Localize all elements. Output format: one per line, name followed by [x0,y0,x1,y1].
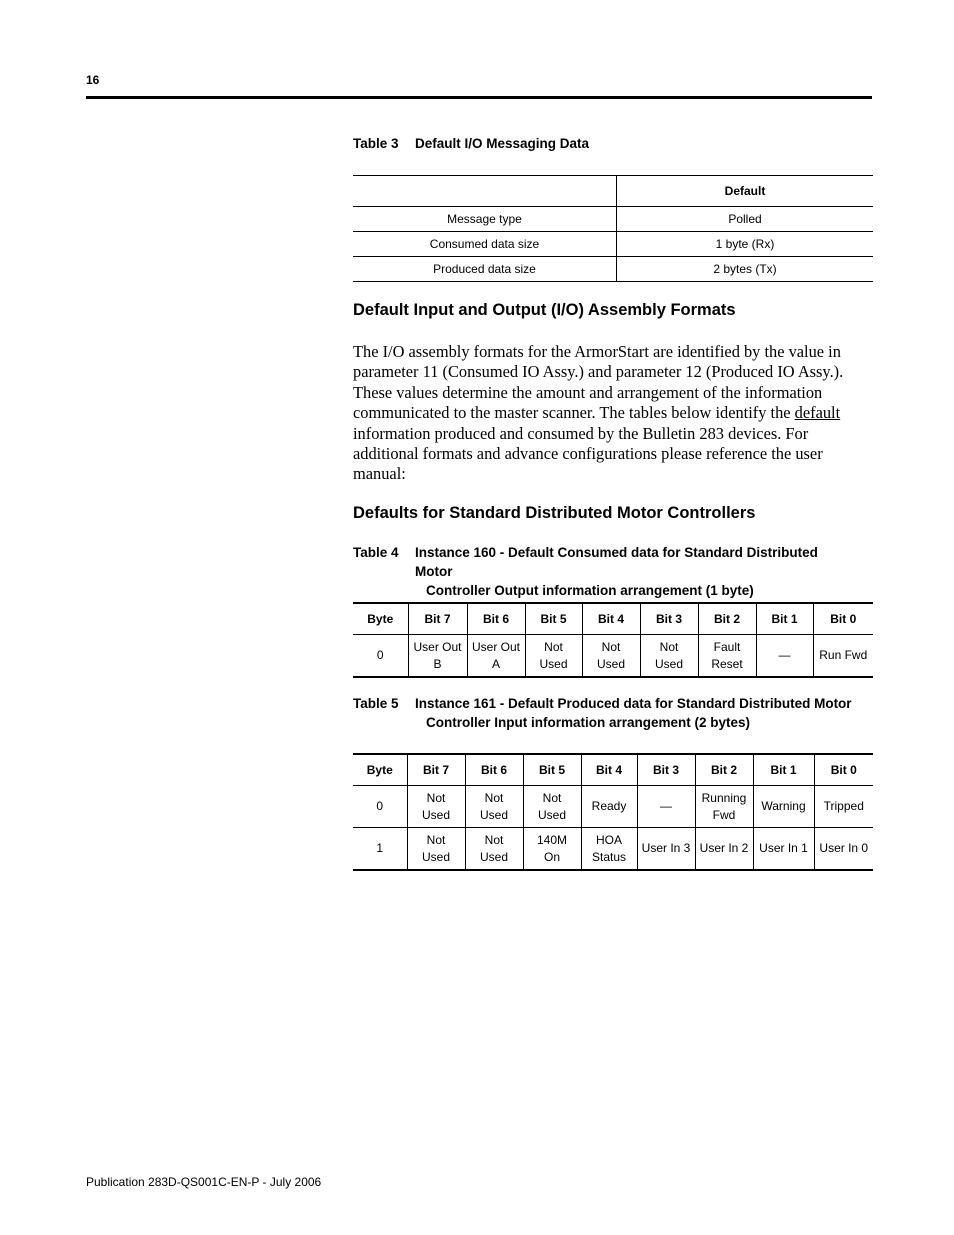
cell-line: User In 2 [699,841,749,855]
table3-caption [353,134,855,153]
table-cell [753,828,814,871]
cell-line: Used [421,849,450,864]
cell-line: Fault [713,639,741,654]
cell-line: Used [479,807,508,822]
cell-line: Used [537,807,566,822]
cell-line: User Out [471,639,520,654]
cell-line: A [491,656,500,671]
cell-line: On [543,849,560,864]
paragraph-text: information produced and consumed by the Bulletin 283 devices. For additional formats and advance configurations please reference the user manual: [353,423,823,484]
table-cell [581,828,637,871]
header-cell: Byte [353,603,408,635]
cell-line: Status [591,849,627,864]
table-cell [465,828,523,871]
cell-line: — [778,648,791,662]
table-cell [353,828,407,871]
table5-label: Table 5 [353,696,399,711]
header-cell: Bit 6 [465,754,523,786]
cell-line: Used [479,849,508,864]
table-cell [581,786,637,828]
table-cell [407,828,465,871]
table-cell [814,786,873,828]
table-cell [353,635,408,678]
table-cell [756,635,813,678]
table-cell [813,635,873,678]
header-cell: Bit 5 [523,754,581,786]
table-cell: 2 bytes (Tx) [617,257,874,282]
cell-line: HOA [595,832,622,847]
table-cell [753,786,814,828]
cell-line: Not [659,639,679,654]
table5-produced-data [353,753,873,871]
underlined-text: default [794,403,841,423]
table-cell [523,786,581,828]
table3-label: Table 3 [353,136,399,151]
table5-caption [353,694,855,732]
table-cell [523,828,581,871]
table4-title-line1: Instance 160 - Default Consumed data for Standard Distributed Motor [415,545,818,579]
table-cell [640,635,698,678]
cell-line: User In 3 [641,841,691,855]
header-cell: Bit 0 [814,754,873,786]
header-cell: Byte [353,754,407,786]
table4-consumed-data [353,602,873,678]
header-cell: Bit 2 [695,754,753,786]
table-header-row [353,754,873,786]
cell-line: Run Fwd [819,648,868,662]
table-row [353,257,873,282]
cell-line: Used [654,656,683,671]
section-heading-standard-controllers: Defaults for Standard Distributed Motor Controllers [353,504,756,522]
cell-line: B [433,656,442,671]
cell-line: User Out [413,639,462,654]
table-cell [525,635,582,678]
paragraph-text: The I/O assembly formats for the ArmorStart are identified by the value in parameter 11 (Consumed IO Assy.) and parameter 12 (Produced IO Assy.). These values determine the amount and arrangement of the information communicated to the master scanner. The tables below identify the [353,342,844,423]
table4-caption [353,543,855,600]
cell-line: Warning [761,799,806,813]
table-cell [407,786,465,828]
table4-label: Table 4 [353,545,399,560]
table-header-row [353,176,873,207]
header-cell: Bit 3 [637,754,695,786]
table-cell [353,786,407,828]
table-cell [465,786,523,828]
header-cell: Bit 3 [640,603,698,635]
table3-messaging-data [353,175,873,282]
table-cell [408,635,467,678]
cell-line: User In 1 [759,841,808,855]
table-header-row [353,603,873,635]
cell-line: — [660,799,672,813]
table-cell [698,635,756,678]
header-cell: Bit 7 [408,603,467,635]
cell-line: 1 [376,841,384,855]
table4-title-line2: Controller Output information arrangement (1 byte) [426,583,754,598]
header-cell: Bit 4 [582,603,640,635]
table-cell: 1 byte (Rx) [617,232,874,257]
table-row [353,207,873,232]
table-cell: Consumed data size [353,232,617,257]
table-cell [695,786,753,828]
table-cell [637,786,695,828]
cell-line: Not [544,639,563,654]
table-cell: Polled [617,207,874,232]
cell-line: Not [426,790,446,805]
table5-title-line1: Instance 161 - Default Produced data for Standard Distributed Motor [415,696,852,711]
header-rule [86,96,872,99]
cell-line: Fwd [712,807,736,822]
table5-title-line2: Controller Input information arrangement (2 bytes) [426,715,751,730]
table-row [353,786,873,828]
cell-line: Not [601,639,621,654]
page-number: 16 [86,73,100,87]
table-cell: Produced data size [353,257,617,282]
cell-line: Used [539,656,568,671]
cell-line: Used [421,807,450,822]
header-cell: Bit 4 [581,754,637,786]
section-heading-assembly-formats: Default Input and Output (I/O) Assembly Formats [353,301,736,319]
publication-footer: Publication 283D-QS001C-EN-P - July 2006 [86,1175,322,1189]
table-cell [814,828,873,871]
table-cell [695,828,753,871]
header-cell: Bit 1 [753,754,814,786]
cell-line: Ready [591,799,627,813]
cell-line: Running [701,790,747,805]
table-cell [582,635,640,678]
table-row [353,232,873,257]
table-cell: Message type [353,207,617,232]
header-cell: Bit 1 [756,603,813,635]
cell-line: Used [596,656,625,671]
header-cell: Bit 5 [525,603,582,635]
cell-line: Not [426,832,446,847]
header-cell: Bit 0 [813,603,873,635]
header-cell: Bit 2 [698,603,756,635]
table-row [353,828,873,871]
cell-line: 0 [376,648,384,662]
cell-line: 140M [536,832,568,847]
header-cell: Bit 6 [467,603,525,635]
table4-title [415,543,855,600]
cell-line: 0 [376,799,384,813]
table3-header-empty [353,176,617,207]
cell-line: Reset [711,656,743,671]
table-row [353,635,873,678]
table3-title: Default I/O Messaging Data [415,136,590,151]
table5-title [415,694,855,732]
cell-line: Not [484,790,504,805]
body-paragraph [353,342,873,485]
cell-line: Not [542,790,562,805]
cell-line: Tripped [823,799,864,813]
table-cell [637,828,695,871]
cell-line: User In 0 [819,841,869,855]
cell-line: Not [484,832,504,847]
table-cell [467,635,525,678]
table3-header-default: Default [617,176,874,207]
header-cell: Bit 7 [407,754,465,786]
